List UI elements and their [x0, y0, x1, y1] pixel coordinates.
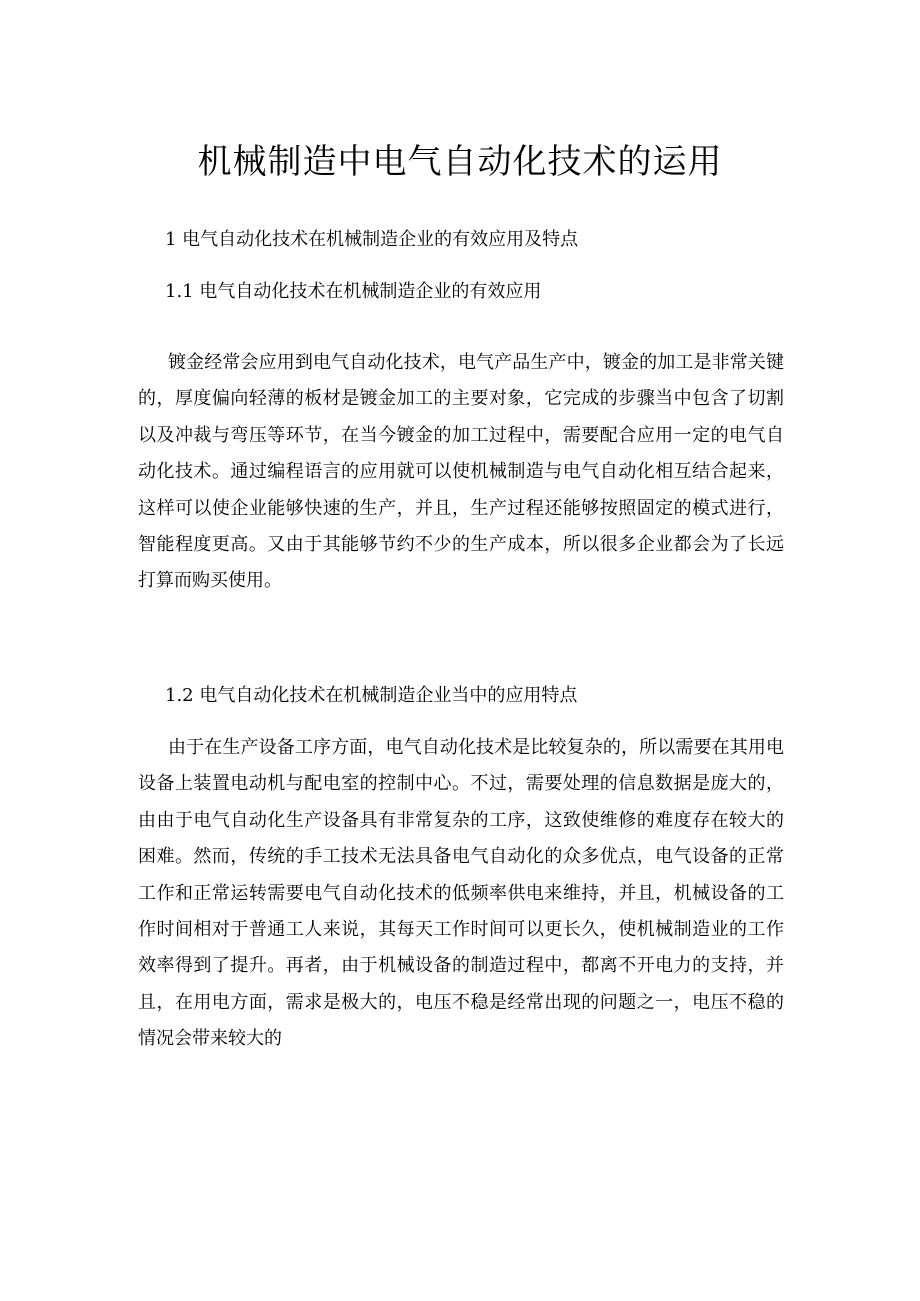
- paragraph-sheet-metal: 镀金经常会应用到电气自动化技术，电气产品生产中，镀金的加工是非常关键的，厚度偏向轻薄的板材是镀金加工的主要对象，它完成的步骤当中包含了切割以及冲裁与弯压等环节，在当今镀金的加工过程中，需要配合应用一定的电气自动化技术。通过编程语言的应用就可以使机械制造与电气自动化相互结合起来，这样可以使企业能够快速的生产，并且，生产过程还能够按照固定的模式进行，智能程度更高。又由于其能够节约不少的生产成本，所以很多企业都会为了长远打算而购买使用。: [138, 352, 784, 592]
- document-title: 机械制造中电气自动化技术的运用: [197, 142, 723, 182]
- section-heading-1: 1 电气自动化技术在机械制造企业的有效应用及特点: [165, 229, 579, 250]
- section-heading-1-2: 1.2 电气自动化技术在机械制造企业当中的应用特点: [165, 685, 578, 706]
- section-heading-1-1: 1.1 电气自动化技术在机械制造企业的有效应用: [165, 281, 542, 302]
- paragraph-features: 由于在生产设备工序方面，电气自动化技术是比较复杂的，所以需要在其用电设备上装置电动机与配电室的控制中心。不过，需要处理的信息数据是庞大的，由由于电气自动化生产设备具有非常复杂的工序，这致使维修的难度存在较大的困难。然而，传统的手工技术无法具备电气自动化的众多优点，电气设备的正常工作和正常运转需要电气自动化技术的低频率供电来维持，并且，机械设备的工作时间相对于普通工人来说，其每天工作时间可以更长久，使机械制造业的工作效率得到了提升。再者，由于机械设备的制造过程中，都离不开电力的支持，并且，在用电方面，需求是极大的，电压不稳是经常出现的问题之一，电压不稳的情况会带来较大的: [138, 737, 784, 1050]
